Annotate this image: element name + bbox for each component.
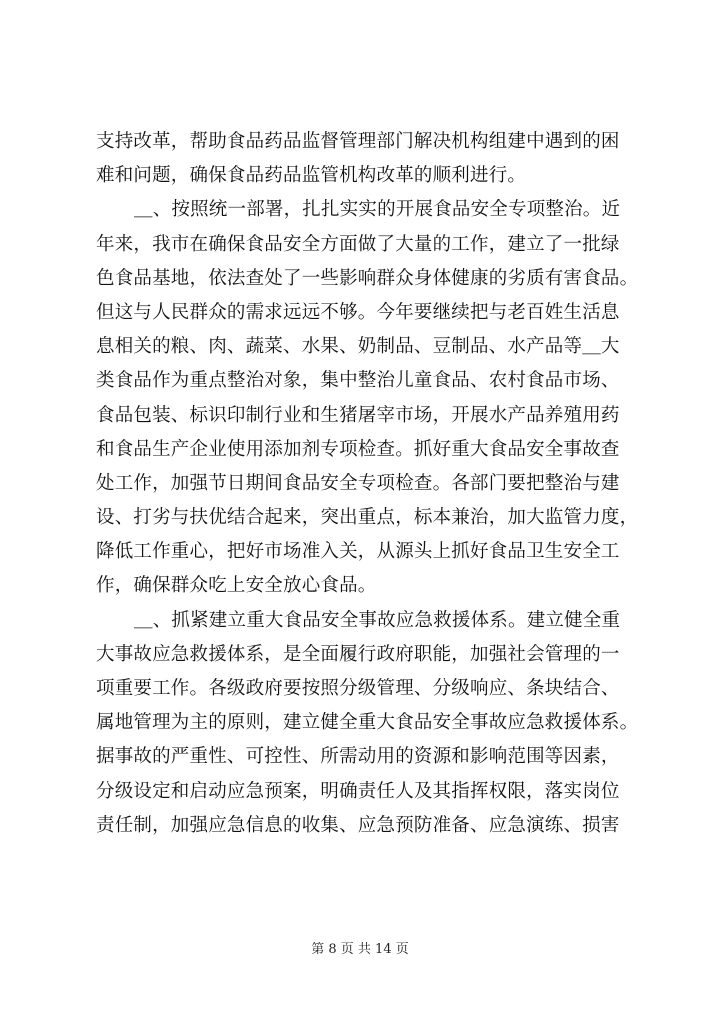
text-line: 作，确保群众吃上安全放心食品。 [96,575,377,597]
text-line: ＿、抓紧建立重大食品安全事故应急救援体系。建立健全重 [134,609,621,631]
text-line: ＿、按照统一部署，扎扎实实的开展食品安全专项整治。近 [134,199,621,221]
text-line: 据事故的严重性、可控性、所需动用的资源和影响范围等因素， [96,746,620,768]
document-body [96,125,639,843]
text-line: 分级设定和启动应急预案，明确责任人及其指挥权限，落实岗位 [96,780,620,802]
text-line: 难和问题，确保食品药品监管机构改革的顺利进行。 [96,165,527,187]
page-footer: 第 8 页 共 14 页 [311,942,409,957]
text-line: 大事故应急救援体系，是全面履行政府职能，加强社会管理的一 [96,643,620,665]
text-line: 支持改革，帮助食品药品监督管理部门解决机构组建中遇到的困 [96,131,620,152]
text-line: 食品包装、标识印制行业和生猪屠宰市场，开展水产品养殖用药 [96,404,620,426]
text-line: 属地管理为主的原则，建立健全重大食品安全事故应急救援体系。 [96,712,639,734]
text-line: 类食品作为重点整治对象，集中整治儿童食品、农村食品市场、 [96,370,620,392]
text-line: 项重要工作。各级政府要按照分级管理、分级响应、条块结合、 [96,678,620,699]
text-line: 和食品生产企业使用添加剂专项检查。抓好重大食品安全事故查 [96,438,620,460]
text-line: 设、打劣与扶优结合起来，突出重点，标本兼治，加大监管力度， [96,507,639,529]
text-line: 色食品基地，依法查处了一些影响群众身体健康的劣质有害食品。 [96,267,639,289]
text-line: 息相关的粮、肉、蔬菜、水果、奶制品、豆制品、水产品等＿大 [96,336,620,358]
text-line: 年来，我市在确保食品安全方面做了大量的工作，建立了一批绿 [96,233,620,255]
text-line: 责任制，加强应急信息的收集、应急预防准备、应急演练、损害 [96,814,620,836]
text-line: 但这与人民群众的需求远远不够。今年要继续把与老百姓生活息 [96,301,620,323]
text-line: 处工作，加强节日期间食品安全专项检查。各部门要把整治与建 [96,472,620,494]
text-line: 降低工作重心，把好市场准入关，从源头上抓好食品卫生安全工 [96,541,620,563]
